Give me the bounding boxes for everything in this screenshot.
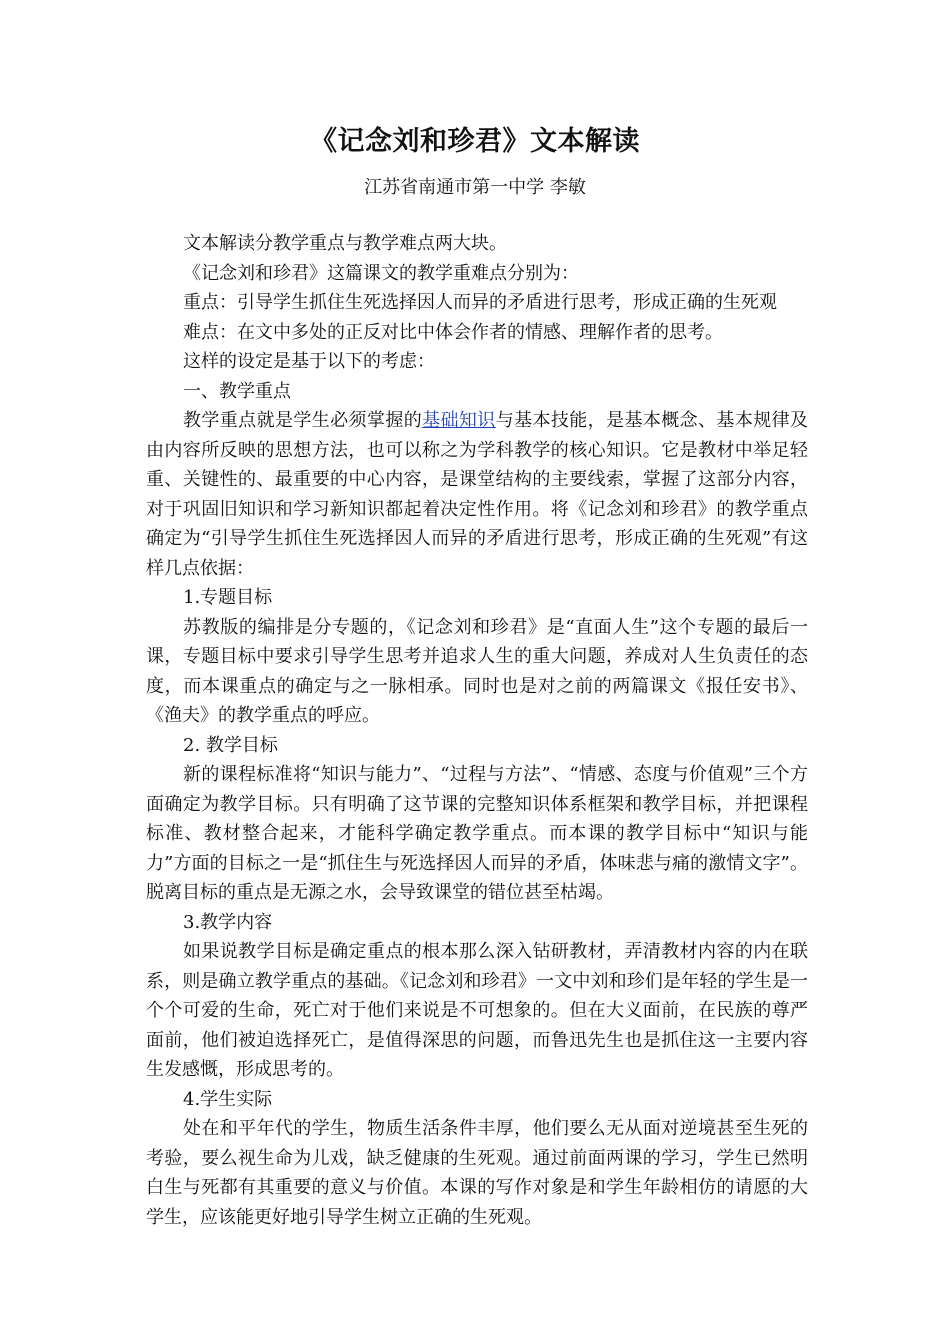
paragraph-basis: 这样的设定是基于以下的考虑： [183,351,435,372]
item-heading-teaching-content: 3.教学内容 [183,911,273,933]
paragraph-difficult-point: 难点：在文中多处的正反对比中体会作者的情感、理解作者的思考。 [183,321,723,343]
item-text-teaching-goal: 新的课程标准将“知识与能力”、“过程与方法”、“情感、态度与价值观”三个方面确定为教学目标。只有明确了这节课的完整知识体系框架和教学目标，并把课程标准、教材整合起来，才能科学确定教学重点。而本课的教学目标中“知识与能力”方面的目标之一是“抓住生与死选择因人而异的矛盾，体味悲与痛的激情文字”。脱离目标的重点是无源之水，会导致课堂的错位甚至枯竭。 [146,764,808,903]
definition-text-rest: 与基本技能，是基本概念、基本规律及由内容所反映的思想方法，也可以称之为学科教学的核心知识。它是教材中举足轻重、关键性的、最重要的中心内容，是课堂结构的主要线索，掌握了这部分内容，对于巩固旧知识和学习新知识都起着决定性作用。将《记念刘和珍君》的教学重点确定为“引导学生抓住生死选择因人而异的矛盾进行思考，形成正确的生死观”有这样几点依据： [146,410,809,579]
section-heading-key-points: 一、教学重点 [183,380,291,402]
paragraph-intro: 文本解读分教学重点与教学难点两大块。 [183,233,507,254]
item-heading-student-reality: 4.学生实际 [183,1088,273,1110]
document-body [146,229,808,1232]
item-text-topic-goal: 苏教版的编排是分专题的，《记念刘和珍君》是“直面人生”这个专题的最后一课，专题目标中要求引导学生思考并追求人生的重大问题，养成对人生负责任的态度，而本课重点的确定与之一脉相承。同时也是对之前的两篇课文《报任安书》、《渔夫》的教学重点的呼应。 [146,616,808,726]
author-line: 江苏省南通市第一中学 李敏 [364,177,586,198]
definition-text-start: 教学重点就是学生必须掌握的 [183,410,423,431]
item-text-teaching-content: 如果说教学目标是确定重点的根本那么深入钻研教材，弄清教材内容的内在联系，则是确立教学重点的基础。《记念刘和珍君》一文中刘和珍们是年轻的学生是一个个可爱的生命，死亡对于他们来说是不可想象的。但在大义面前，在民族的尊严面前，他们被迫选择死亡，是值得深思的问题，而鲁迅先生也是抓住这一主要内容生发感慨，形成思考的。 [146,941,808,1080]
paragraph-key-points-definition [146,406,808,583]
basic-knowledge-link[interactable]: 基础知识 [422,410,496,431]
document-title: 《记念刘和珍君》文本解读 [310,126,640,157]
paragraph-key-point: 重点：引导学生抓住生死选择因人而异的矛盾进行思考，形成正确的生死观 [183,292,777,313]
paragraph-course: 《记念刘和珍君》这篇课文的教学重难点分别为： [183,262,579,284]
item-heading-teaching-goal: 2. 教学目标 [183,734,278,756]
item-text-student-reality: 处在和平年代的学生，物质生活条件丰厚，他们要么无从面对逆境甚至生死的考验，要么视生命为儿戏，缺乏健康的生死观。通过前面两课的学习，学生已然明白生与死都有其重要的意义与价值。本课的写作对象是和学生年龄相仿的请愿的大学生，应该能更好地引导学生树立正确的生死观。 [146,1118,808,1228]
item-heading-topic-goal: 1.专题目标 [183,587,273,608]
